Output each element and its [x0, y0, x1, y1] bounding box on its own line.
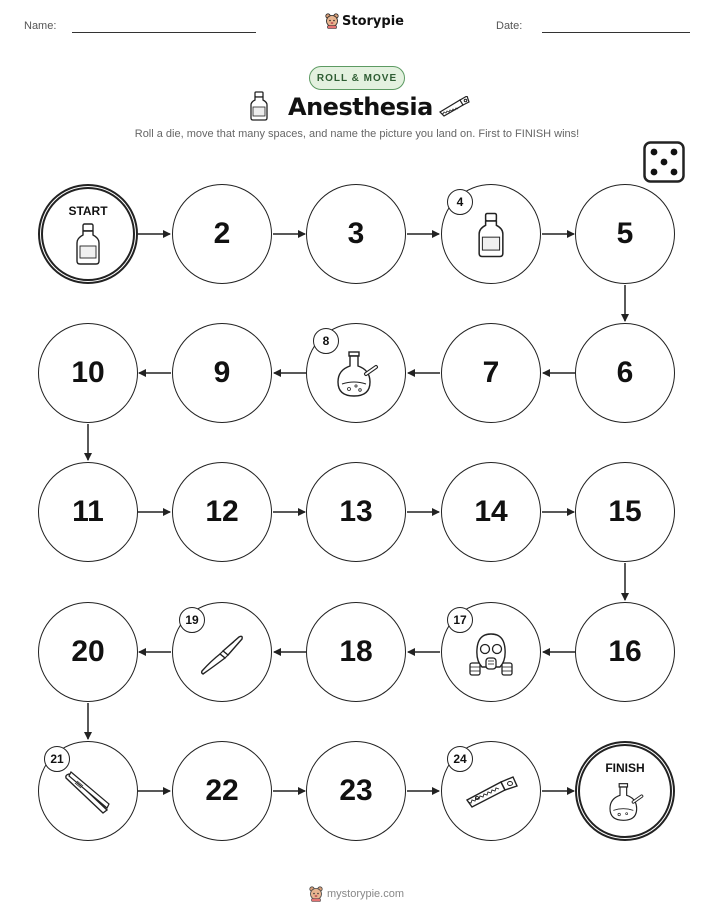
space-number: 23 [339, 774, 373, 807]
space-9[interactable] [172, 323, 272, 423]
flask-icon [605, 780, 645, 829]
scalpel-icon [199, 633, 245, 682]
space-8-badge: 8 [313, 328, 339, 354]
name-label: Name: [24, 20, 57, 32]
space-24-badge: 24 [447, 746, 473, 772]
start-label: START [68, 204, 108, 218]
bear-icon [309, 886, 323, 902]
space-11[interactable] [38, 462, 138, 562]
space-number: 6 [616, 356, 634, 389]
tweezers-icon [63, 770, 113, 823]
finish-label: FINISH [605, 761, 645, 775]
space-16[interactable] [575, 602, 675, 702]
space-18[interactable] [306, 602, 406, 702]
space-number: 2 [213, 217, 231, 250]
saw-icon [463, 776, 519, 815]
space-2[interactable] [172, 184, 272, 284]
space-number: 11 [72, 495, 104, 528]
brand-name: Storypie [342, 13, 404, 29]
space-finish[interactable] [575, 741, 675, 841]
space-5[interactable] [575, 184, 675, 284]
space-number: 9 [213, 356, 231, 389]
flask-icon [332, 350, 380, 403]
space-15[interactable] [575, 462, 675, 562]
space-number: 14 [474, 495, 508, 528]
space-start[interactable] [38, 184, 138, 284]
space-number: 12 [205, 495, 239, 528]
space-number: 3 [347, 217, 365, 250]
space-number: 22 [205, 774, 239, 807]
space-number: 7 [482, 356, 500, 389]
gas-mask-icon [466, 631, 516, 684]
space-19-badge: 19 [179, 607, 205, 633]
footer-site[interactable]: mystorypie.com [327, 888, 405, 900]
space-14[interactable] [441, 462, 541, 562]
instructions-text: Roll a die, move that many spaces, and name the picture you land on. First to FINISH wins! [134, 128, 580, 140]
space-22[interactable] [172, 741, 272, 841]
space-17-badge: 17 [447, 607, 473, 633]
space-number: 20 [71, 635, 105, 668]
space-6[interactable] [575, 323, 675, 423]
space-number: 16 [608, 635, 642, 668]
space-20[interactable] [38, 602, 138, 702]
space-3[interactable] [306, 184, 406, 284]
footer [309, 886, 404, 902]
space-10[interactable] [38, 323, 138, 423]
vial-icon [75, 223, 101, 270]
space-21-badge: 21 [44, 746, 70, 772]
page-title: Anesthesia [288, 93, 433, 121]
space-4-badge: 4 [447, 189, 473, 215]
vial-icon [477, 211, 505, 264]
date-label: Date: [496, 20, 523, 32]
space-13[interactable] [306, 462, 406, 562]
space-12[interactable] [172, 462, 272, 562]
space-number: 18 [339, 635, 373, 668]
space-7[interactable] [441, 323, 541, 423]
roll-move-badge: ROLL & MOVE [309, 66, 405, 90]
space-number: 15 [608, 495, 642, 528]
space-number: 13 [339, 495, 373, 528]
space-number: 5 [616, 217, 634, 250]
space-number: 10 [71, 356, 105, 389]
space-23[interactable] [306, 741, 406, 841]
